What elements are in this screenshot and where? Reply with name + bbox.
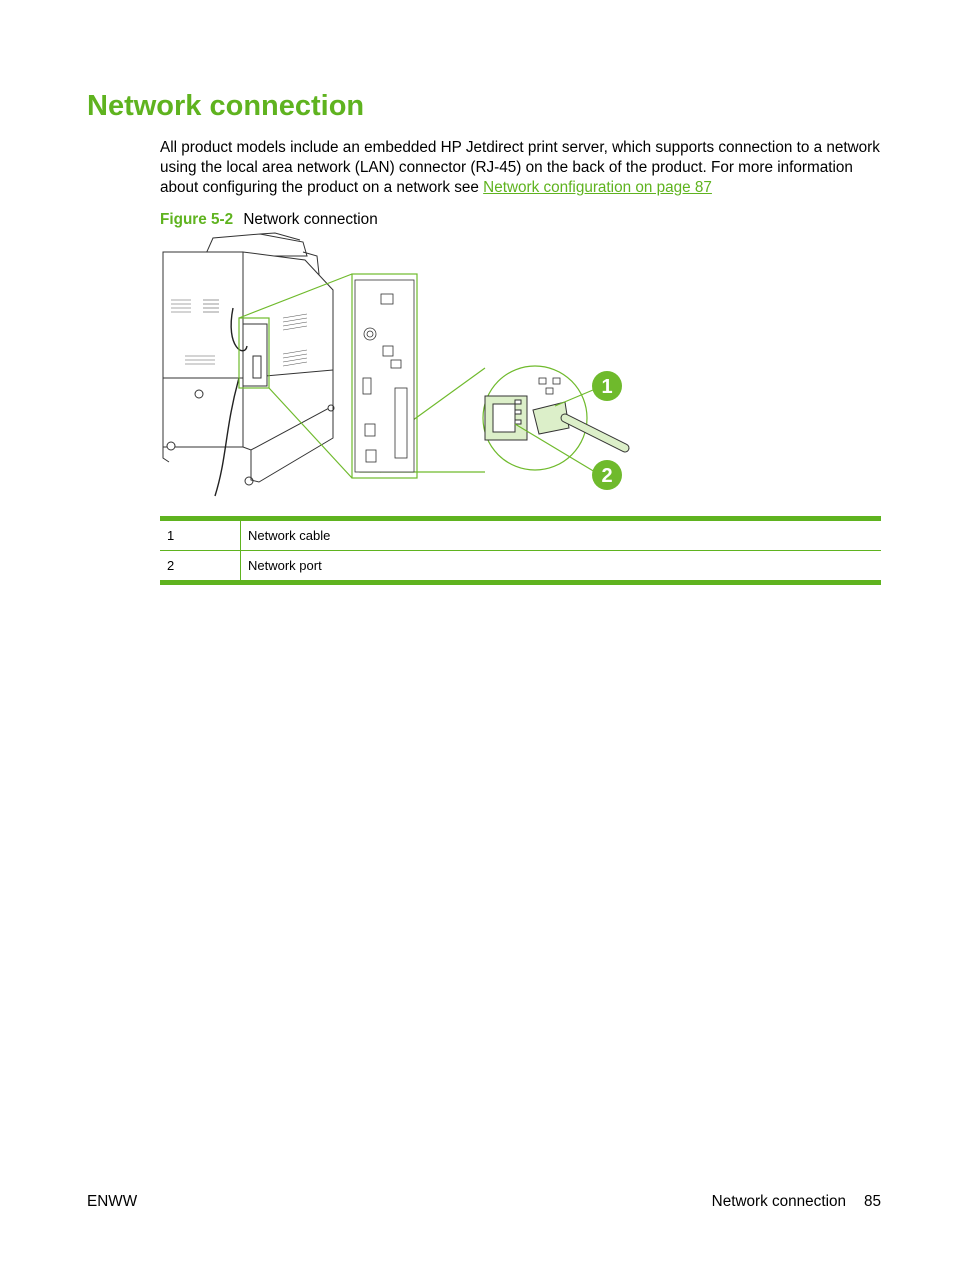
footer-left: ENWW	[87, 1193, 138, 1210]
callout-2-label: 2	[601, 465, 613, 487]
callout-1-label: 1	[601, 376, 613, 398]
page-title: Network connection	[87, 90, 365, 122]
figure-caption-text: Network connection	[243, 211, 378, 228]
formatter-panel	[355, 280, 414, 472]
legend-table	[160, 516, 881, 585]
footer-section: Network connection	[711, 1193, 846, 1210]
callout-1	[592, 371, 622, 401]
legend-number: 1	[160, 519, 241, 551]
legend-number: 2	[160, 551, 241, 583]
network-configuration-link[interactable]: Network configuration on page 87	[483, 178, 712, 196]
legend-label: Network port	[241, 551, 882, 583]
table-row	[160, 519, 881, 551]
page-number: 85	[863, 1193, 881, 1210]
intro-text: All product models include an embedded HP Jetdirect print server, which supports connection to a network using the local area network (LAN) connector (RJ-45) on the back of the product. For more information about configuring the product on a network see	[160, 139, 880, 196]
figure-caption	[160, 211, 378, 229]
callout-2	[592, 460, 622, 490]
legend-label: Network cable	[248, 528, 331, 543]
printer-illustration	[163, 233, 334, 496]
table-row	[160, 551, 881, 583]
intro-paragraph	[160, 138, 880, 197]
footer-right	[712, 1193, 881, 1211]
network-connection-figure	[155, 228, 635, 498]
figure-number: Figure 5-2	[160, 211, 234, 228]
